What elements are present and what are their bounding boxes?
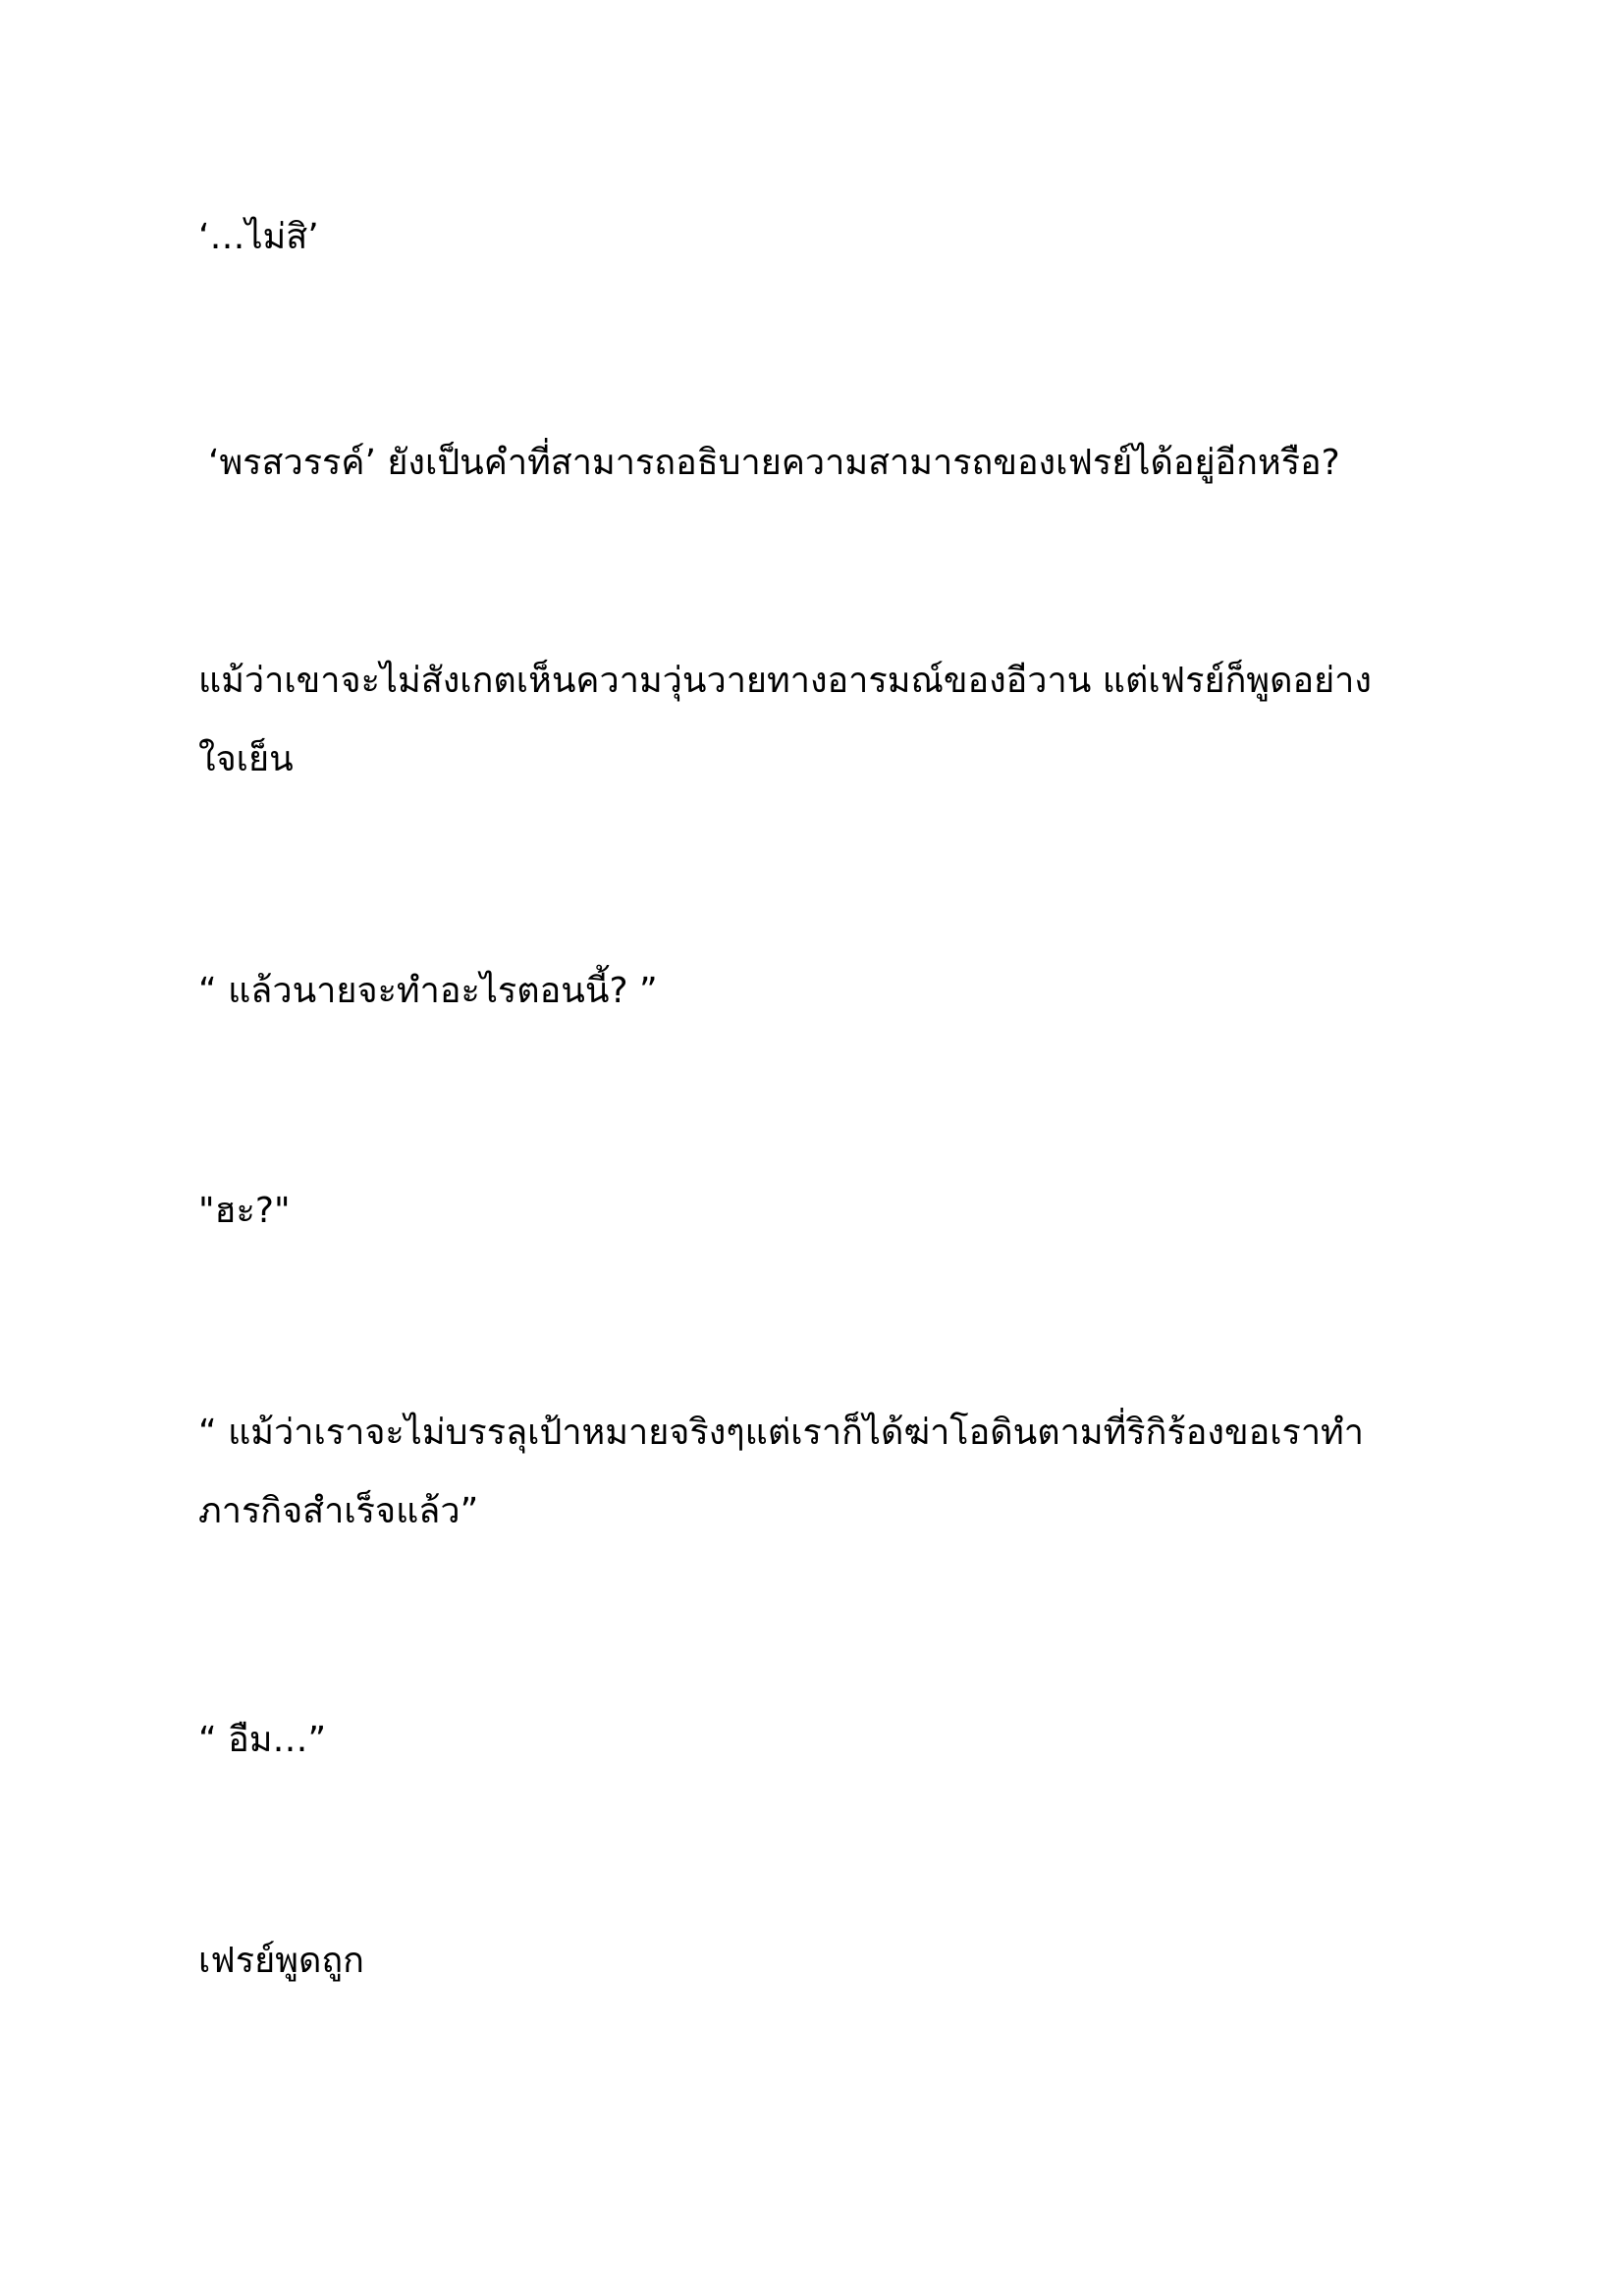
paragraph-1: ‘…ไม่สิ’: [198, 217, 319, 257]
paragraph-2: ‘พรสวรรค์’ ยังเป็นคำที่สามารถอธิบายความสามารถของเฟรย์ได้อยู่อีกหรือ?: [208, 443, 1340, 483]
paragraph-8: เฟรย์พูดถูก: [198, 1941, 364, 1981]
paragraph-4: “ แล้วนายจะทำอะไรตอนนี้? ”: [198, 971, 658, 1011]
paragraph-5: "ฮะ?": [198, 1191, 291, 1231]
paragraph-7: “ อืม…”: [198, 1720, 327, 1760]
paragraph-3: แม้ว่าเขาจะไม่สังเกตเห็นความวุ่นวายทางอารมณ์ของอีวาน แต่เฟรย์ก็พูดอย่างใจเย็น: [198, 661, 1372, 779]
paragraph-6: “ แม้ว่าเราจะไม่บรรลุเป้าหมายจริงๆแต่เราก็ได้ฆ่าโอดินตามที่ริกิร้องขอเราทำภารกิจสำเร็จแล้ว”: [198, 1413, 1364, 1531]
